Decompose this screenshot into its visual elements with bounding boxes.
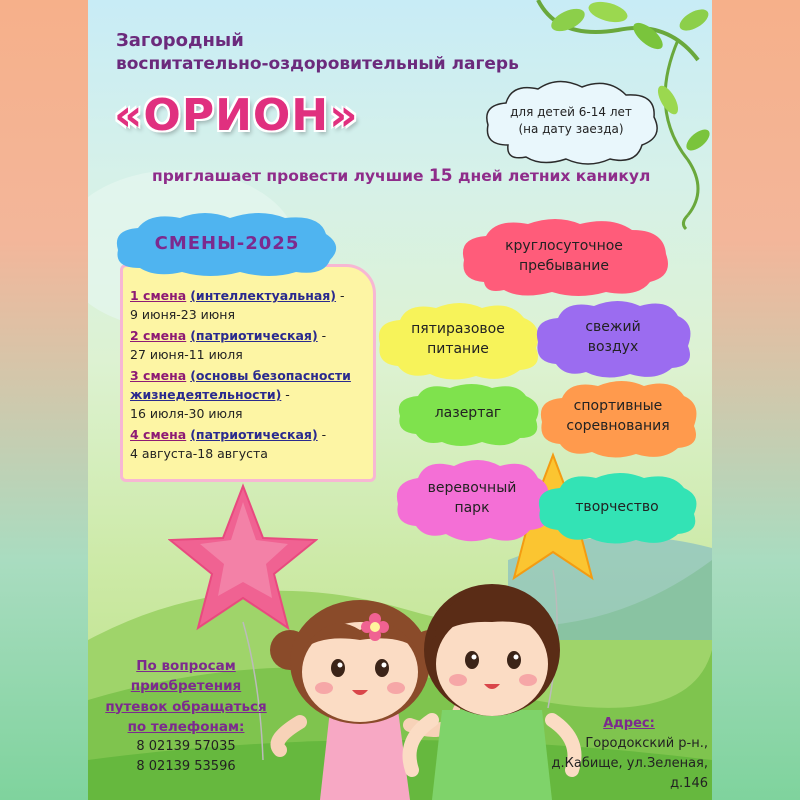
shift-3-type-line2: жизнедеятельности) [130,387,282,402]
shift-3-dates: 16 июля-30 июля [130,406,243,421]
camp-name: «ОРИОН» [114,90,359,141]
address-label: Адрес: [603,716,655,731]
shift-4-type: (патриотическая) [190,427,318,442]
shift-3-name: 3 смена [130,368,187,383]
shift-2-dash: - [317,328,327,343]
phone-number-2: 8 02139 53596 [136,758,236,774]
address-line2: д.Кабище, ул.Зеленая, [551,756,708,772]
contact-block [88,656,284,776]
address-line3: д.146 [670,776,708,792]
feature-5-line1: веревочный [427,479,517,496]
shift-2-name: 2 смена [130,328,187,343]
shift-1 [130,288,345,303]
flower-hairclip [360,612,390,642]
feature-1-line1: пятиразовое [411,320,505,337]
shift-4-dash: - [317,427,327,442]
invite-post: дней летних каникул [452,167,651,185]
address-block [550,714,708,795]
feature-cloud-6 [534,470,700,544]
feature-5-line2: парк [454,500,490,516]
shift-4-name: 4 смена [130,427,187,442]
feature-cloud-5 [392,454,552,542]
feature-cloud-2 [532,296,694,378]
phone-number-1: 8 02139 57035 [136,739,236,754]
age-cloud [478,75,664,167]
contact-line4: по телефонам: [127,718,245,735]
age-note: (на дату заезда) [518,122,624,136]
feature-1-line2: питание [427,341,489,357]
feature-2-line1: свежий [585,318,641,335]
shift-1-dash: - [336,288,345,303]
camp-type-line2: воспитательно-оздоровительный лагерь [116,54,519,74]
shift-4 [130,427,326,442]
camp-type-line1: Загородный [116,30,244,51]
shift-1-name: 1 смена [130,288,187,303]
shift-2 [130,328,326,343]
feature-cloud-3 [394,380,542,446]
contact-line2: приобретения [130,678,242,695]
feature-0-line2: пребывание [518,258,610,274]
address-line1: Городокский р-н., [585,736,708,752]
feature-cloud-1 [374,298,542,380]
invitation-text [152,166,650,186]
shift-4-dates: 4 августа-18 августа [130,446,268,461]
poster [88,0,712,800]
age-range: для детей 6-14 лет [510,104,632,119]
feature-0-line1: круглосуточное [505,237,623,254]
shift-3 [130,368,351,383]
feature-6-line1: творчество [575,498,659,515]
invite-pre: приглашает провести лучшие [152,167,429,185]
shifts-title-cloud [110,210,344,278]
feature-4-line2: соревнования [566,418,670,434]
invite-days: 15 [428,166,453,186]
feature-2-line2: воздух [587,339,639,355]
shifts-title: СМЕНЫ-2025 [154,232,300,254]
contact-line3: путевок обращаться [105,698,267,715]
shift-3-dash: - [281,387,290,402]
feature-4-line1: спортивные [573,397,663,414]
contact-line1: По вопросам [136,658,236,674]
shift-1-dates: 9 июня-23 июня [130,307,235,322]
shift-3-type-line1: (основы безопасности [190,368,351,383]
feature-cloud-0 [456,216,672,296]
feature-3-line1: лазертаг [434,404,502,421]
feature-cloud-4 [536,374,700,458]
shift-1-type: (интеллектуальная) [190,288,337,303]
shift-2-type: (патриотическая) [190,328,318,343]
shift-2-dates: 27 июня-11 июля [130,347,243,362]
shift-3-line2 [130,387,290,402]
